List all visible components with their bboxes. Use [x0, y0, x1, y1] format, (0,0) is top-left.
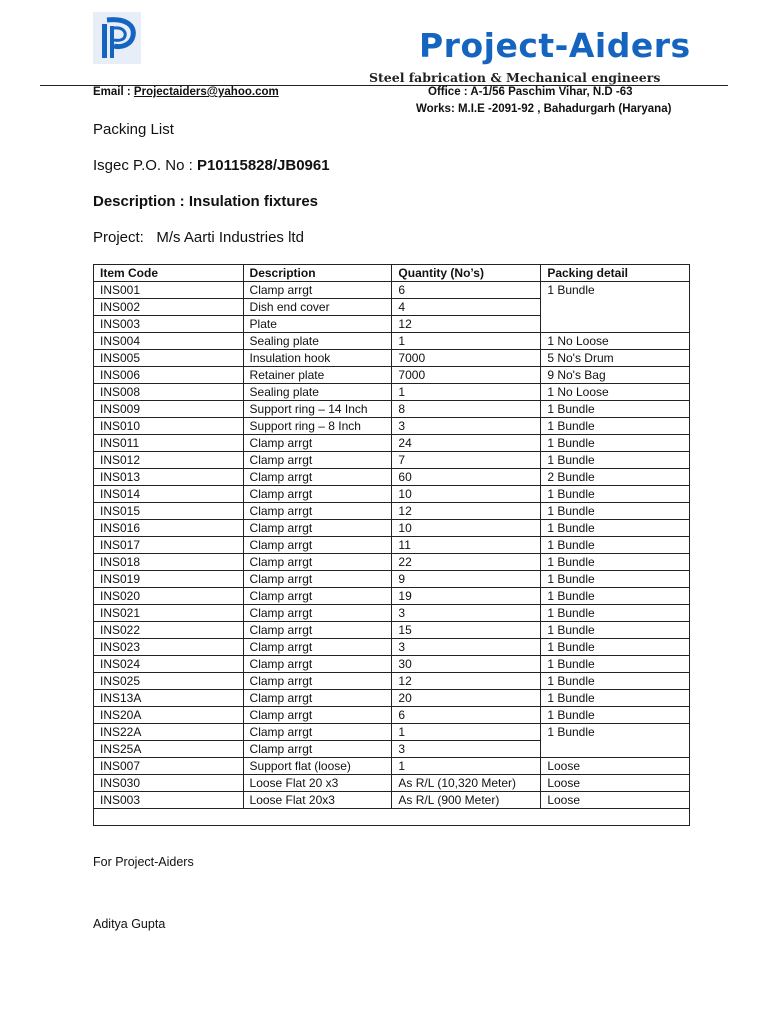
item-code-cell: INS13A — [94, 690, 244, 707]
table-row — [94, 656, 690, 673]
table-row — [94, 503, 690, 520]
item-code-cell: INS024 — [94, 656, 244, 673]
quantity-cell: 15 — [392, 622, 541, 639]
packing-detail-cell: 1 Bundle — [541, 401, 690, 418]
table-row — [94, 435, 690, 452]
quantity-cell: 6 — [392, 707, 541, 724]
header-description: Description — [243, 265, 392, 282]
description-cell: Clamp arrgt — [243, 282, 392, 299]
header-item-code: Item Code — [94, 265, 244, 282]
description-cell: Clamp arrgt — [243, 622, 392, 639]
packing-detail-cell: 1 Bundle — [541, 639, 690, 656]
packing-detail-cell: 1 Bundle — [541, 503, 690, 520]
description-cell: Clamp arrgt — [243, 656, 392, 673]
table-row — [94, 418, 690, 435]
table-row — [94, 401, 690, 418]
table-row — [94, 758, 690, 775]
item-code-cell: INS016 — [94, 520, 244, 537]
description-cell: Loose Flat 20 x3 — [243, 775, 392, 792]
description-cell: Clamp arrgt — [243, 571, 392, 588]
company-tagline: Steel fabrication & Mechanical engineers — [369, 70, 661, 85]
quantity-cell: 19 — [392, 588, 541, 605]
packing-detail-cell: 9 No's Bag — [541, 367, 690, 384]
quantity-cell: 10 — [392, 520, 541, 537]
description-cell: Clamp arrgt — [243, 520, 392, 537]
item-code-cell: INS003 — [94, 792, 244, 809]
table-row — [94, 588, 690, 605]
packing-detail-cell: 1 Bundle — [541, 418, 690, 435]
table-row — [94, 469, 690, 486]
quantity-cell: 12 — [392, 316, 541, 333]
item-code-cell: INS012 — [94, 452, 244, 469]
packing-detail-cell: 1 Bundle — [541, 588, 690, 605]
packing-detail-cell: 1 Bundle — [541, 724, 690, 758]
quantity-cell: 7000 — [392, 350, 541, 367]
table-row — [94, 605, 690, 622]
item-code-cell: INS005 — [94, 350, 244, 367]
item-code-cell: INS020 — [94, 588, 244, 605]
item-code-cell: INS030 — [94, 775, 244, 792]
description-cell: Insulation hook — [243, 350, 392, 367]
item-code-cell: INS021 — [94, 605, 244, 622]
quantity-cell: 7000 — [392, 367, 541, 384]
for-line: For Project-Aiders — [93, 855, 194, 869]
description-cell: Clamp arrgt — [243, 452, 392, 469]
item-code-cell: INS019 — [94, 571, 244, 588]
item-code-cell: INS023 — [94, 639, 244, 656]
table-row — [94, 452, 690, 469]
description-cell: Clamp arrgt — [243, 469, 392, 486]
table-row — [94, 367, 690, 384]
quantity-cell: 9 — [392, 571, 541, 588]
item-code-cell: INS015 — [94, 503, 244, 520]
table-row — [94, 792, 690, 809]
packing-detail-cell: 1 Bundle — [541, 486, 690, 503]
item-code-cell: INS004 — [94, 333, 244, 350]
description-cell: Support flat (loose) — [243, 758, 392, 775]
signatory-name: Aditya Gupta — [93, 917, 166, 931]
description-cell: Clamp arrgt — [243, 724, 392, 741]
description-cell: Dish end cover — [243, 299, 392, 316]
description-cell: Clamp arrgt — [243, 435, 392, 452]
packing-detail-cell: 1 Bundle — [541, 554, 690, 571]
po-label: Isgec P.O. No : — [93, 157, 197, 174]
description-line: Description : Insulation fixtures — [93, 193, 319, 210]
packing-detail-cell: 1 Bundle — [541, 707, 690, 724]
email-label: Email : — [93, 86, 131, 98]
table-row — [94, 486, 690, 503]
quantity-cell: 3 — [392, 605, 541, 622]
item-code-cell: INS017 — [94, 537, 244, 554]
quantity-cell: 3 — [392, 639, 541, 656]
item-code-cell: INS014 — [94, 486, 244, 503]
description-cell: Clamp arrgt — [243, 690, 392, 707]
packing-detail-cell: 5 No's Drum — [541, 350, 690, 367]
description-cell: Support ring – 8 Inch — [243, 418, 392, 435]
table-row — [94, 554, 690, 571]
empty-row — [94, 809, 690, 826]
table-row — [94, 622, 690, 639]
packing-detail-cell: 1 Bundle — [541, 435, 690, 452]
packing-detail-cell: Loose — [541, 775, 690, 792]
packing-detail-cell: 1 Bundle — [541, 690, 690, 707]
description-cell: Clamp arrgt — [243, 673, 392, 690]
quantity-cell: 1 — [392, 724, 541, 741]
table-row — [94, 282, 690, 299]
packing-detail-cell: 1 Bundle — [541, 571, 690, 588]
packing-detail-cell: 1 Bundle — [541, 452, 690, 469]
item-code-cell: INS20A — [94, 707, 244, 724]
header-packing-detail: Packing detail — [541, 265, 690, 282]
description-cell: Support ring – 14 Inch — [243, 401, 392, 418]
quantity-cell: 3 — [392, 418, 541, 435]
quantity-cell: 30 — [392, 656, 541, 673]
table-row — [94, 537, 690, 554]
packing-detail-cell: 1 No Loose — [541, 384, 690, 401]
item-code-cell: INS010 — [94, 418, 244, 435]
item-code-cell: INS001 — [94, 282, 244, 299]
description-cell: Plate — [243, 316, 392, 333]
works-address: Works: M.I.E -2091-92 , Bahadurgarh (Haryana) — [416, 103, 672, 115]
table-row — [94, 707, 690, 724]
description-cell: Sealing plate — [243, 384, 392, 401]
quantity-cell: 12 — [392, 673, 541, 690]
quantity-cell: As R/L (900 Meter) — [392, 792, 541, 809]
quantity-cell: 22 — [392, 554, 541, 571]
item-code-cell: INS22A — [94, 724, 244, 741]
quantity-cell: 1 — [392, 758, 541, 775]
empty-cell — [94, 809, 690, 826]
email-link[interactable]: Projectaiders@yahoo.com — [133, 86, 279, 98]
table-row — [94, 571, 690, 588]
description-cell: Clamp arrgt — [243, 741, 392, 758]
description-cell: Loose Flat 20x3 — [243, 792, 392, 809]
office-address: Office : A-1/56 Paschim Vihar, N.D -63 — [428, 86, 633, 98]
description-cell: Clamp arrgt — [243, 554, 392, 571]
packing-detail-cell: 2 Bundle — [541, 469, 690, 486]
description-cell: Clamp arrgt — [243, 588, 392, 605]
quantity-cell: As R/L (10,320 Meter) — [392, 775, 541, 792]
table-row — [94, 673, 690, 690]
description-cell: Clamp arrgt — [243, 605, 392, 622]
table-row — [94, 775, 690, 792]
header-quantity: Quantity (No’s) — [392, 265, 541, 282]
po-line — [93, 157, 330, 174]
email-line — [93, 86, 279, 98]
brand-name: Project-Aiders — [419, 26, 691, 65]
table-row — [94, 333, 690, 350]
packing-detail-cell: 1 Bundle — [541, 673, 690, 690]
table-row — [94, 639, 690, 656]
table-row — [94, 520, 690, 537]
quantity-cell: 1 — [392, 333, 541, 350]
packing-detail-cell: 1 Bundle — [541, 622, 690, 639]
item-code-cell: INS025 — [94, 673, 244, 690]
quantity-cell: 11 — [392, 537, 541, 554]
item-code-cell: INS006 — [94, 367, 244, 384]
item-code-cell: INS003 — [94, 316, 244, 333]
packing-detail-cell: 1 Bundle — [541, 605, 690, 622]
packing-detail-cell: 1 Bundle — [541, 520, 690, 537]
quantity-cell: 7 — [392, 452, 541, 469]
packing-table — [93, 264, 690, 826]
table-row — [94, 350, 690, 367]
project-aiders-logo-icon — [93, 12, 141, 64]
item-code-cell: INS002 — [94, 299, 244, 316]
project-line — [93, 229, 304, 246]
description-cell: Clamp arrgt — [243, 486, 392, 503]
table-header-row — [94, 265, 690, 282]
item-code-cell: INS013 — [94, 469, 244, 486]
quantity-cell: 1 — [392, 384, 541, 401]
description-cell: Clamp arrgt — [243, 537, 392, 554]
doc-title: Packing List — [93, 121, 174, 138]
quantity-cell: 20 — [392, 690, 541, 707]
item-code-cell: INS022 — [94, 622, 244, 639]
description-cell: Retainer plate — [243, 367, 392, 384]
item-code-cell: INS009 — [94, 401, 244, 418]
packing-detail-cell: 1 Bundle — [541, 656, 690, 673]
quantity-cell: 6 — [392, 282, 541, 299]
po-number: P10115828/JB0961 — [196, 157, 330, 174]
quantity-cell: 60 — [392, 469, 541, 486]
item-code-cell: INS011 — [94, 435, 244, 452]
item-code-cell: INS018 — [94, 554, 244, 571]
project-label: Project: — [93, 229, 144, 246]
table-row — [94, 724, 690, 741]
description-cell: Sealing plate — [243, 333, 392, 350]
packing-detail-cell: Loose — [541, 758, 690, 775]
item-code-cell: INS25A — [94, 741, 244, 758]
quantity-cell: 10 — [392, 486, 541, 503]
description-cell: Clamp arrgt — [243, 707, 392, 724]
quantity-cell: 3 — [392, 741, 541, 758]
packing-detail-cell: 1 No Loose — [541, 333, 690, 350]
packing-detail-cell: Loose — [541, 792, 690, 809]
packing-detail-cell: 1 Bundle — [541, 282, 690, 333]
item-code-cell: INS007 — [94, 758, 244, 775]
quantity-cell: 4 — [392, 299, 541, 316]
table-row — [94, 690, 690, 707]
description-cell: Clamp arrgt — [243, 503, 392, 520]
table-row — [94, 384, 690, 401]
packing-detail-cell: 1 Bundle — [541, 537, 690, 554]
quantity-cell: 24 — [392, 435, 541, 452]
project-name: M/s Aarti Industries ltd — [156, 229, 304, 246]
description-cell: Clamp arrgt — [243, 639, 392, 656]
item-code-cell: INS008 — [94, 384, 244, 401]
quantity-cell: 8 — [392, 401, 541, 418]
quantity-cell: 12 — [392, 503, 541, 520]
